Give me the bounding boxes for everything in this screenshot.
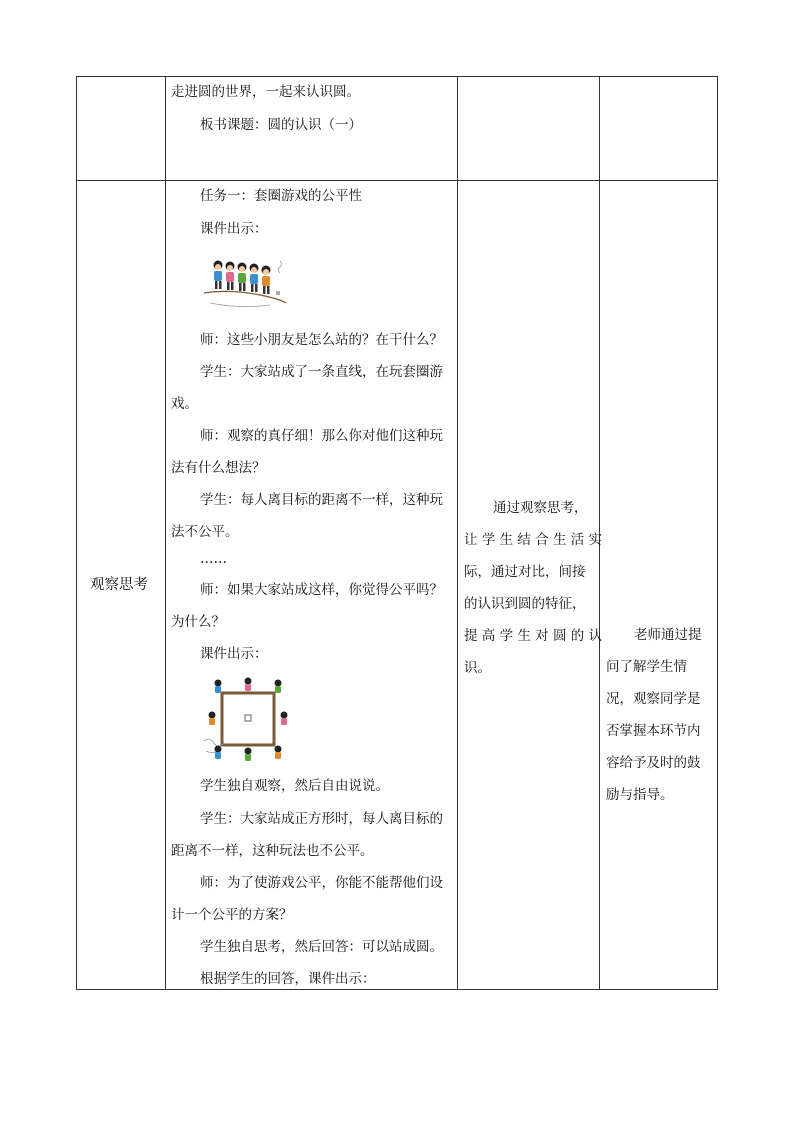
child-figure-5 <box>262 266 271 295</box>
table-row-divider <box>76 180 718 181</box>
teacher-question-2-line-1: 师：观察的真仔细！那么你对他们这种玩 <box>200 428 443 444</box>
student-observation: 学生独自观察，然后自由说说。 <box>200 778 389 794</box>
design-intent-line-2: 让 学 生 结 合 生 活 实 <box>464 532 603 548</box>
student-answer-1-line-1: 学生：大家站成了一条直线，在玩套圈游 <box>200 364 443 380</box>
evaluation-line-6: 励与指导。 <box>606 787 674 803</box>
line-game-illustration <box>200 253 290 313</box>
student-answer-3-line-1: 学生：大家站成正方形时，每人离目标的 <box>200 811 443 827</box>
task-title: 任务一：套圈游戏的公平性 <box>200 188 362 204</box>
table-border-bottom <box>76 989 718 990</box>
teacher-question-2-line-2: 法有什么想法？ <box>171 460 266 476</box>
square-child-top-right <box>275 680 282 694</box>
square-child-right-mid <box>281 712 288 726</box>
teacher-question-4-line-1: 师：为了使游戏公平，你能不能帮他们设 <box>200 875 443 891</box>
evaluation-line-5: 容给予及时的鼓 <box>606 755 701 771</box>
ellipsis: …… <box>200 551 227 567</box>
courseware-show-2: 课件出示： <box>200 646 268 662</box>
table-border-top <box>76 76 718 77</box>
square-child-bottom-right <box>275 746 282 760</box>
student-answer-2-line-1: 学生：每人离目标的距离不一样，这种玩 <box>200 492 443 508</box>
row1-line-1: 走进圆的世界，一起来认识圆。 <box>171 84 360 100</box>
design-intent-line-3: 际，通过对比，间接 <box>464 564 586 580</box>
student-answer-4: 学生独自思考，然后回答：可以站成圆。 <box>200 939 443 955</box>
design-intent-line-4: 的认识到圆的特征， <box>464 596 586 612</box>
student-answer-2-line-2: 法不公平。 <box>171 524 239 540</box>
teacher-question-1: 师：这些小朋友是怎么站的？在干什么？ <box>200 332 443 348</box>
square-child-left-mid <box>209 712 216 726</box>
table-border-right <box>717 76 718 990</box>
evaluation-line-4: 否掌握本环节内 <box>606 723 701 739</box>
teacher-question-3-line-2: 为什么？ <box>171 614 225 630</box>
table-border-col2 <box>457 76 458 990</box>
courseware-show-3: 根据学生的回答，课件出示： <box>200 971 376 987</box>
square-game-illustration <box>200 675 296 765</box>
square-child-bottom-mid <box>245 748 252 762</box>
child-figure-4 <box>250 264 259 293</box>
student-answer-1-line-2: 戏。 <box>171 396 198 412</box>
square-child-top-mid <box>245 678 252 692</box>
child-figure-3 <box>238 263 247 292</box>
square-child-top-left <box>215 680 222 694</box>
table-border-left <box>76 76 77 990</box>
design-intent-line-6: 识。 <box>464 660 491 676</box>
student-answer-3-line-2: 距离不一样，这种玩法也不公平。 <box>171 843 374 859</box>
child-figure-1 <box>214 261 223 290</box>
evaluation-line-2: 问了解学生情 <box>606 659 687 675</box>
teacher-question-4-line-2: 计一个公平的方案？ <box>171 907 293 923</box>
design-intent-line-1: 通过观察思考， <box>493 500 588 516</box>
child-figure-2 <box>226 262 235 291</box>
table-border-col1 <box>165 76 166 990</box>
evaluation-line-3: 况，观察同学是 <box>606 691 701 707</box>
teacher-question-3-line-1: 师：如果大家站成这样，你觉得公平吗？ <box>200 582 443 598</box>
evaluation-line-1: 老师通过提 <box>634 627 702 643</box>
design-intent-line-5: 提 高 学 生 对 圆 的 认 <box>464 628 603 644</box>
courseware-show-1: 课件出示： <box>200 221 268 237</box>
stage-label: 观察思考 <box>90 577 148 593</box>
row1-line-2: 板书课题：圆的认识（一） <box>200 117 362 133</box>
